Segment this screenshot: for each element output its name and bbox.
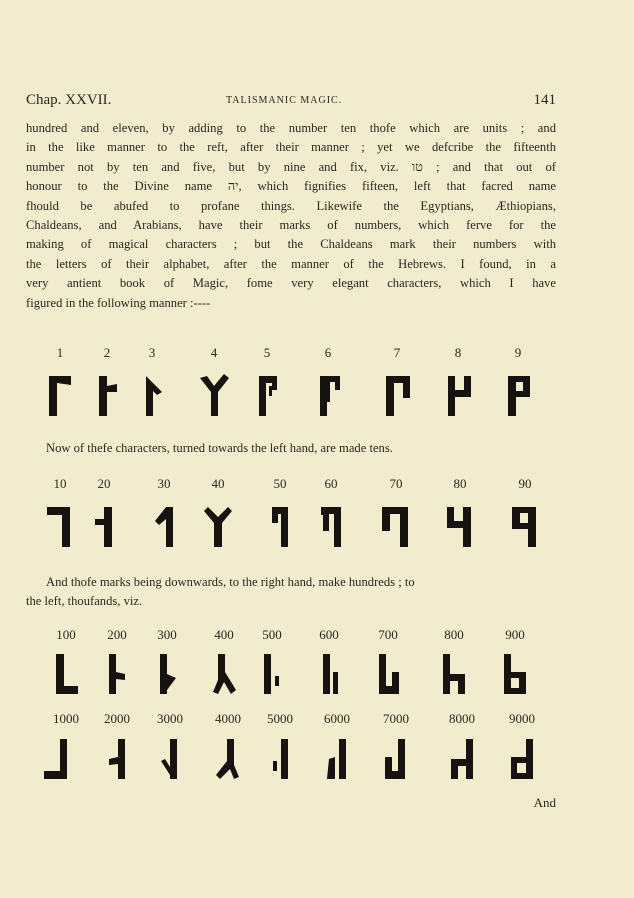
hundreds-100-glyph	[46, 652, 86, 698]
unit-9-glyph	[498, 372, 538, 418]
numeral-label: 9000	[509, 711, 535, 726]
caption-line: the left, thoufands, viz.	[26, 594, 143, 608]
numeral-label: 3	[148, 345, 156, 360]
thousands-6000-glyph	[317, 737, 357, 783]
hundreds-300-glyph	[147, 652, 187, 698]
numeral-label: 800	[444, 627, 464, 642]
numeral-label: 6000	[324, 711, 350, 726]
numeral-label: 4000	[215, 711, 241, 726]
text-line: in the like manner to the reft, after their manner ; yet we defcribe the fifteenth	[26, 140, 556, 155]
numeral-label: 1000	[53, 711, 79, 726]
caption-line: And thofe marks being downwards, to the right hand, make hundreds ; to	[46, 575, 415, 589]
thousands-2000-glyph	[97, 737, 137, 783]
numeral-label: 9	[514, 345, 522, 360]
unit-8-glyph	[438, 372, 478, 418]
numeral-label: 90	[518, 476, 532, 491]
text-line: fhould be abufed to profane things. Likewife the Egyptians, Æthiopians,	[26, 198, 556, 213]
tens-80-glyph	[440, 503, 480, 549]
tens-90-glyph	[505, 503, 545, 549]
numeral-label: 200	[107, 627, 127, 642]
text-line: very antient book of Magic, fome very elegant characters, which I have	[26, 276, 556, 291]
tens-50-glyph	[260, 503, 300, 549]
thousands-4000-glyph	[208, 737, 248, 783]
tens-30-glyph	[144, 503, 184, 549]
numeral-label: 8	[454, 345, 462, 360]
numeral-label: 700	[378, 627, 398, 642]
unit-2-glyph	[87, 372, 127, 418]
thousands-5000-glyph	[260, 737, 300, 783]
numeral-label: 40	[211, 476, 225, 491]
numeral-label: 10	[53, 476, 67, 491]
thousands-7000-glyph	[376, 737, 416, 783]
page-header	[26, 92, 556, 112]
numeral-label: 80	[453, 476, 467, 491]
text-line: making of magical characters ; but the Chaldeans mark their numbers with	[26, 237, 556, 252]
unit-3-glyph	[132, 372, 172, 418]
numeral-label: 3000	[157, 711, 183, 726]
numeral-label: 30	[157, 476, 171, 491]
running-title: TALISMANIC MAGIC.	[226, 95, 343, 106]
numeral-label: 4	[210, 345, 218, 360]
unit-4-glyph	[194, 372, 234, 418]
hundreds-caption	[26, 573, 556, 611]
hundreds-600-glyph	[309, 652, 349, 698]
numeral-label: 7000	[383, 711, 409, 726]
hundreds-400-glyph	[204, 652, 244, 698]
tens-60-glyph	[311, 503, 351, 549]
unit-1-glyph	[40, 372, 80, 418]
chapter-heading: Chap. XXVII.	[26, 92, 112, 108]
numeral-label: 6	[324, 345, 332, 360]
hundreds-700-glyph	[368, 652, 408, 698]
numeral-label: 500	[262, 627, 282, 642]
tens-10-glyph	[40, 503, 80, 549]
thousands-1000-glyph	[36, 737, 76, 783]
hundreds-200-glyph	[97, 652, 137, 698]
unit-7-glyph	[377, 372, 417, 418]
tens-20-glyph	[84, 503, 124, 549]
page-number: 141	[533, 92, 556, 108]
thousands-8000-glyph	[442, 737, 482, 783]
text-line: Chaldeans, and Arabians, have their marks of numbers, which ferve for the	[26, 218, 556, 233]
thousands-3000-glyph	[150, 737, 190, 783]
tens-70-glyph	[376, 503, 416, 549]
numeral-label: 2	[103, 345, 111, 360]
hundreds-800-glyph	[434, 652, 474, 698]
numeral-label: 2000	[104, 711, 130, 726]
numeral-label: 8000	[449, 711, 475, 726]
numeral-label: 300	[157, 627, 177, 642]
numeral-label: 50	[273, 476, 287, 491]
numeral-label: 100	[56, 627, 76, 642]
numeral-label: 900	[505, 627, 525, 642]
numeral-label: 7	[393, 345, 401, 360]
body-paragraph	[26, 119, 556, 313]
text-line: number not by ten and five, but by nine and fix, viz. טו ; and that out of	[26, 159, 556, 174]
text-line: figured in the following manner :----	[26, 295, 211, 310]
unit-6-glyph	[308, 372, 348, 418]
unit-5-glyph	[247, 372, 287, 418]
numeral-label: 60	[324, 476, 338, 491]
thousands-9000-glyph	[502, 737, 542, 783]
numeral-label: 20	[97, 476, 111, 491]
numeral-label: 5000	[267, 711, 293, 726]
numeral-label: 400	[214, 627, 234, 642]
numeral-label: 5	[263, 345, 271, 360]
text-line: hundred and eleven, by adding to the number ten thofe which are units ; and	[26, 121, 556, 135]
hundreds-500-glyph	[252, 652, 292, 698]
text-line: honour to the Divine name יה, which fignifies fifteen, left that facred name	[26, 179, 556, 194]
text-line: the letters of their alphabet, after the manner of the Hebrews. I found, in a	[26, 256, 556, 271]
tens-40-glyph	[198, 503, 238, 549]
tens-caption: Now of thefe characters, turned towards the left hand, are made tens.	[46, 441, 393, 455]
numeral-label: 70	[389, 476, 403, 491]
hundreds-900-glyph	[495, 652, 535, 698]
numeral-label: 600	[319, 627, 339, 642]
numeral-label: 1	[56, 345, 64, 360]
catchword: And	[533, 795, 556, 810]
